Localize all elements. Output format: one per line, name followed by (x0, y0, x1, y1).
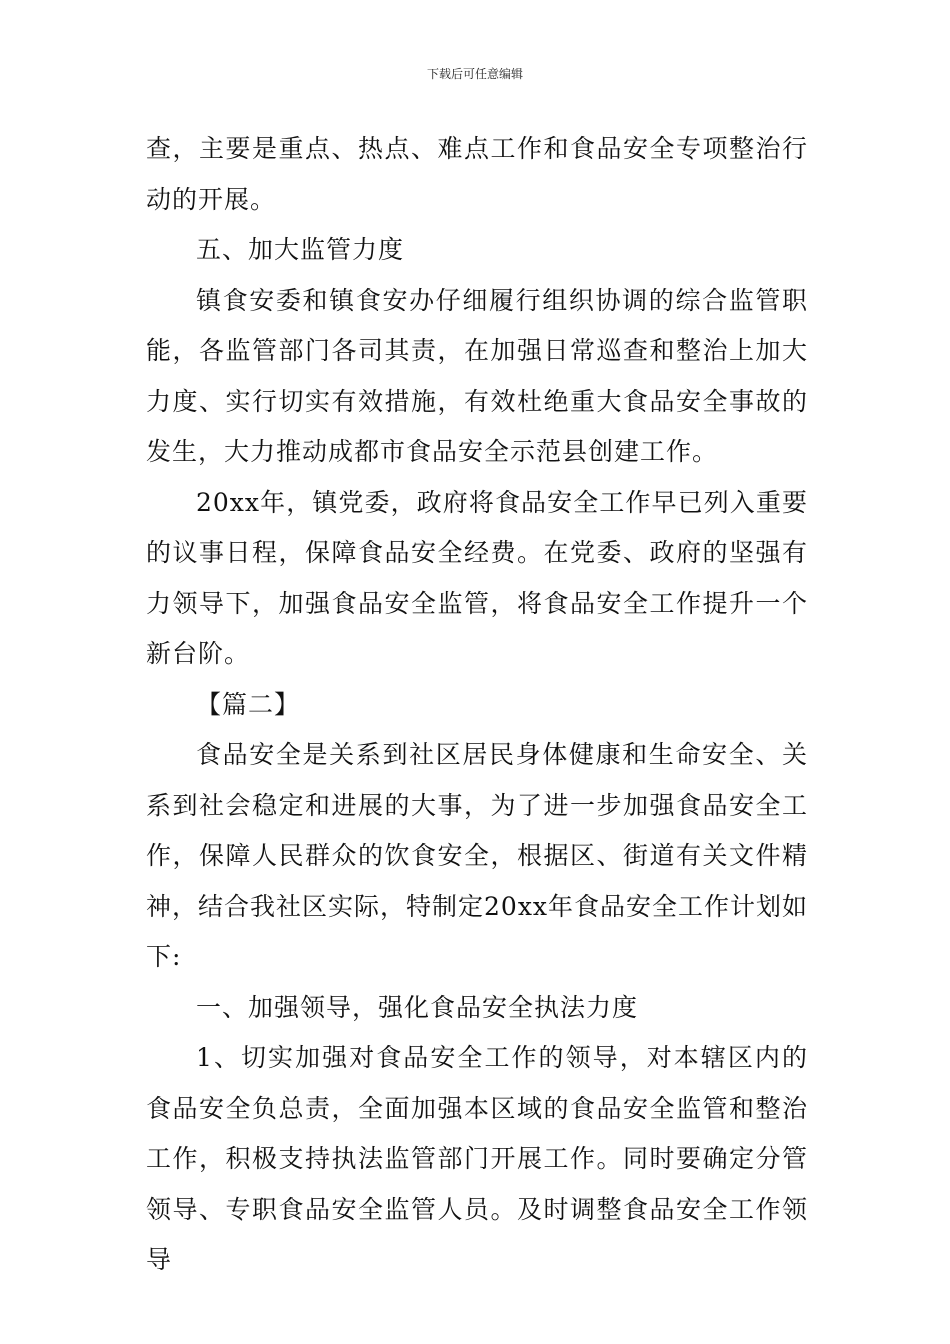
section-heading-five: 五、加大监管力度 (196, 235, 405, 264)
section-heading-one: 一、加强领导，强化食品安全执法力度 (196, 992, 639, 1022)
chapter-heading-two: 【篇二】 (196, 689, 301, 719)
paragraph-item-one: 1、切实加强对食品安全工作的领导，对本辖区内的食品安全负总责，全面加强本区域的食品安全监管和整治工作，积极支持执法监管部门开展工作。同时要确定分管领导、专职食品安全监管人员。及时调整食品安全工作领导 (146, 1043, 808, 1274)
page-header: 下载后可任意编辑 (426, 67, 523, 81)
document-body (146, 124, 808, 1286)
paragraph-continuation: 查，主要是重点、热点、难点工作和食品安全专项整治行动的开展。 (146, 134, 808, 214)
paragraph-supervision: 镇食安委和镇食安办仔细履行组织协调的综合监管职能，各监管部门各司其责，在加强日常巡查和整治上加大力度、实行切实有效措施，有效杜绝重大食品安全事故的发生，大力推动成都市食品安全示范县创建工作。 (146, 285, 808, 466)
paragraph-year-plan: 20xx年，镇党委，政府将食品安全工作早已列入重要的议事日程，保障食品安全经费。在党委、政府的坚强有力领导下，加强食品安全监管，将食品安全工作提升一个新台阶。 (146, 487, 808, 668)
paragraph-intro: 食品安全是关系到社区居民身体健康和生命安全、关系到社会稳定和进展的大事，为了进一步加强食品安全工作，保障人民群众的饮食安全，根据区、街道有关文件精神，结合我社区实际，特制定20xx年食品安全工作计划如下: (146, 740, 809, 971)
